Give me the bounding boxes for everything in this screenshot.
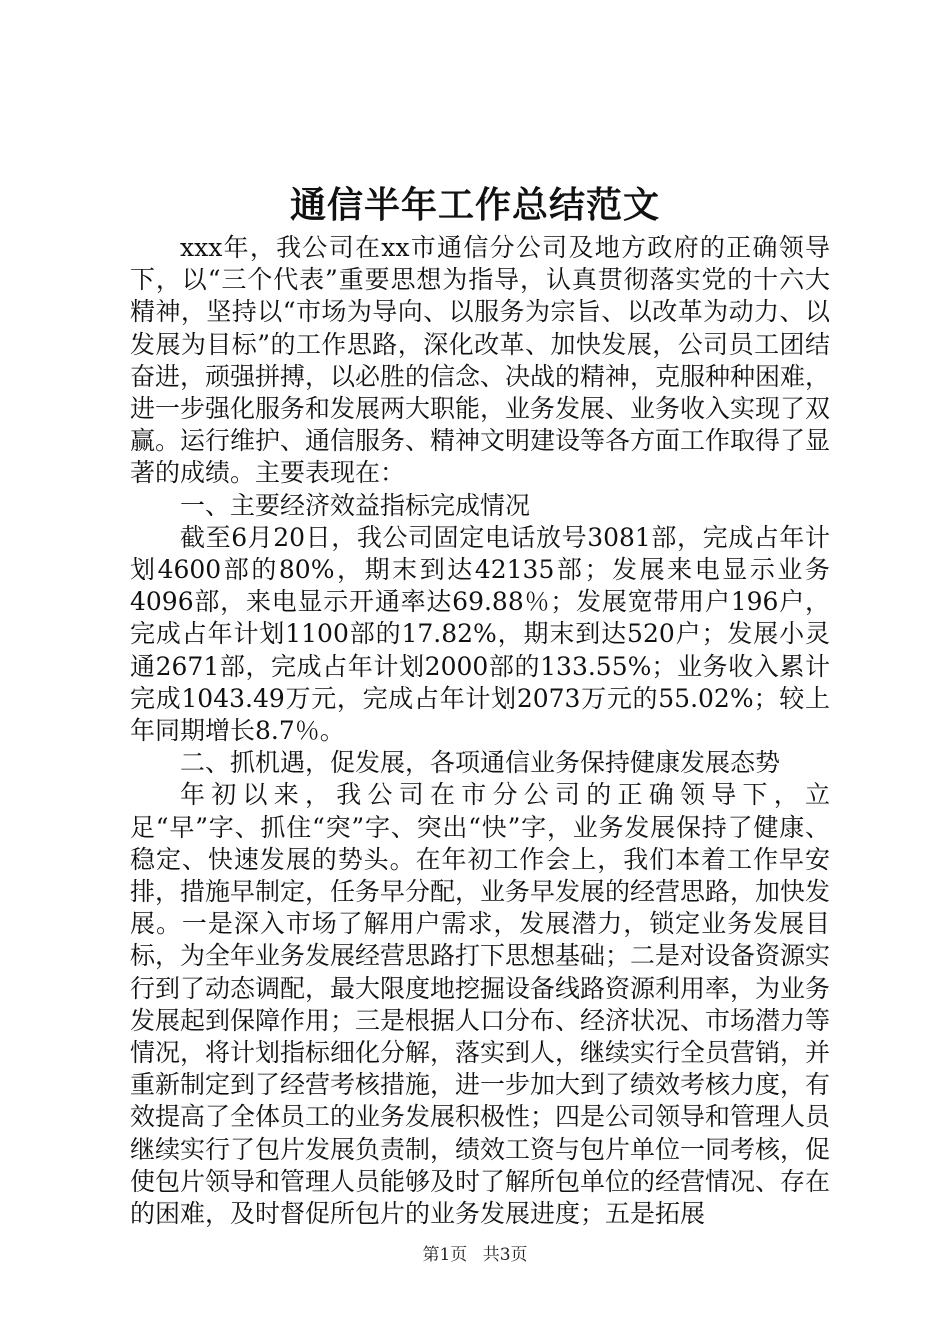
document-title: 通信半年工作总结范文 xyxy=(289,184,660,226)
page-footer xyxy=(0,1243,950,1267)
paragraph-development: 年初以来，我公司在市分公司的正确领导下，立足“早”字、抓住“突”字、突出“快”字，业务发展保持了健康、稳定、快速发展的势头。在年初工作会上，我们本着工作早安排，措施早制定，任务早分配，业务早发展的经营思路，加快发展。一是深入市场了解用户需求，发展潜力，锁定业务发展目标，为全年业务发展经营思路打下思想基础；二是对设备资源实行到了动态调配，最大限度地挖掘设备线路资源利用率，为业务发展起到保障作用；三是根据人口分布、经济状况、市场潜力等情况，将计划指标细化分解，落实到人，继续实行全员营销，并重新制定到了经营考核措施，进一步加大到了绩效考核力度，有效提高了全体员工的业务发展积极性；四是公司领导和管理人员继续实行了包片发展负责制，绩效工资与包片单位一同考核，促使包片领导和管理人员能够及时了解所包单位的经营情况、存在的困难，及时督促所包片的业务发展进度；五是拓展 xyxy=(130,780,831,1229)
page-number: 第1页 xyxy=(422,1245,468,1265)
paragraph-indicators: 截至6月20日，我公司固定电话放号3081部，完成占年计划4600部的80%，期末到达42135部；发展来电显示业务4096部，来电显示开通率达69.88％；发展宽带用户196户，完成占年计划1100部的17.82%，期末到达520户；发展小灵通2671部，完成占年计划2000部的133.55%；业务收入累计完成1043.49万元，完成占年计划2073万元的55.02%；较上年同期增长8.7％。 xyxy=(130,522,830,746)
section-heading-1: 一、主要经济效益指标完成情况 xyxy=(180,490,531,520)
document-body xyxy=(130,232,830,1230)
page-total: 共3页 xyxy=(482,1245,528,1265)
section-heading-2: 二、抓机遇，促发展，各项通信业务保持健康发展态势 xyxy=(180,748,781,778)
paragraph-intro: xxx年，我公司在xx市通信分公司及地方政府的正确领导下，以“三个代表”重要思想为指导，认真贯彻落实党的十六大精神，坚持以“市场为导向、以服务为宗旨、以改革为动力、以发展为目标”的工作思路，深化改革、加快发展，公司员工团结奋进，顽强拼搏，以必胜的信念、决战的精神，克服种种困难，进一步强化服务和发展两大职能，业务发展、业务收入实现了双赢。运行维护、通信服务、精神文明建设等各方面工作取得了显著的成绩。主要表现在： xyxy=(130,233,831,488)
